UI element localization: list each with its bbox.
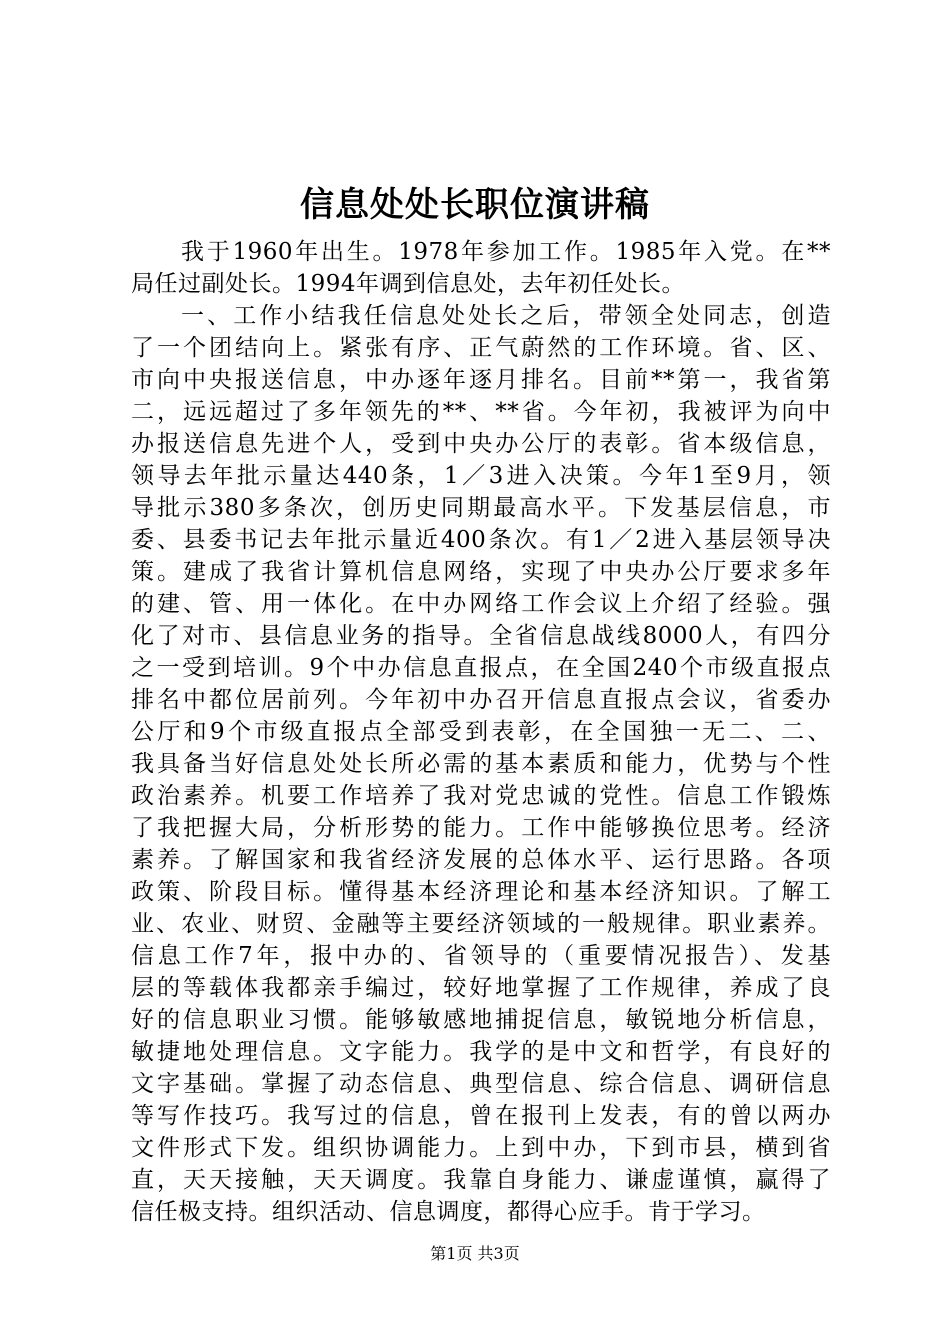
text-line: 市向中央报送信息，中办逐年逐月排名。目前**第一，我省第 xyxy=(131,367,831,393)
text-line: 文件形式下发。组织协调能力。上到中办，下到市县，横到省 xyxy=(131,1135,831,1161)
text-line: 排名中都位居前列。今年初中办召开信息直报点会议，省委办 xyxy=(131,687,831,713)
text-line: 文字基础。掌握了动态信息、典型信息、综合信息、调研信息 xyxy=(131,1071,831,1097)
text-line: 公厅和9个市级直报点全部受到表彰，在全国独一无二、二、 xyxy=(131,719,831,745)
text-line: 素养。了解国家和我省经济发展的总体水平、运行思路。各项 xyxy=(131,847,831,873)
text-line: 办报送信息先进个人，受到中央办公厅的表彰。省本级信息， xyxy=(131,431,831,457)
document-body xyxy=(131,236,831,1228)
document-title: 信息处处长职位演讲稿 xyxy=(300,185,650,225)
text-line: 信任极支持。组织活动、信息调度，都得心应手。肯于学习。 xyxy=(131,1199,766,1225)
text-line: 策。建成了我省计算机信息网络，实现了中央办公厅要求多年 xyxy=(131,559,831,585)
text-line: 一、工作小结我任信息处处长之后，带领全处同志，创造 xyxy=(181,303,831,329)
text-line: 等写作技巧。我写过的信息，曾在报刊上发表，有的曾以两办 xyxy=(131,1103,831,1129)
page-number: 第1页 共3页 xyxy=(430,1244,520,1263)
text-line: 政治素养。机要工作培养了我对党忠诚的党性。信息工作锻炼 xyxy=(131,783,831,809)
text-line: 委、县委书记去年批示量近400条次。有1／2进入基层领导决 xyxy=(131,527,831,553)
text-line: 政策、阶段目标。懂得基本经济理论和基本经济知识。了解工 xyxy=(131,879,831,905)
text-line: 之一受到培训。9个中办信息直报点，在全国240个市级直报点 xyxy=(131,655,831,681)
text-line: 化了对市、县信息业务的指导。全省信息战线8000人，有四分 xyxy=(131,623,831,649)
text-line: 了一个团结向上。紧张有序、正气蔚然的工作环境。省、区、 xyxy=(131,335,831,361)
text-line: 二，远远超过了多年领先的**、**省。今年初，我被评为向中 xyxy=(131,399,831,425)
text-line: 的建、管、用一体化。在中办网络工作会议上介绍了经验。强 xyxy=(131,591,831,617)
text-line: 直，天天接触，天天调度。我靠自身能力、谦虚谨慎，赢得了 xyxy=(131,1167,831,1193)
text-line: 了我把握大局，分析形势的能力。工作中能够换位思考。经济 xyxy=(131,815,831,841)
text-line: 我具备当好信息处处长所必需的基本素质和能力，优势与个性 xyxy=(131,751,831,777)
text-line: 层的等载体我都亲手编过，较好地掌握了工作规律，养成了良 xyxy=(131,975,831,1001)
text-line: 局任过副处长。1994年调到信息处，去年初任处长。 xyxy=(131,271,686,297)
text-line: 敏捷地处理信息。文字能力。我学的是中文和哲学，有良好的 xyxy=(131,1039,831,1065)
text-line: 信息工作7年，报中办的、省领导的（重要情况报告）、发基 xyxy=(131,943,831,969)
text-line: 我于1960年出生。1978年参加工作。1985年入党。在** xyxy=(181,239,831,265)
text-line: 业、农业、财贸、金融等主要经济领域的一般规律。职业素养。 xyxy=(131,911,831,937)
text-line: 导批示380多条次，创历史同期最高水平。下发基层信息，市 xyxy=(131,495,831,521)
text-line: 好的信息职业习惯。能够敏感地捕捉信息，敏锐地分析信息， xyxy=(131,1007,831,1033)
text-line: 领导去年批示量达440条，1／3进入决策。今年1至9月，领 xyxy=(131,463,831,489)
